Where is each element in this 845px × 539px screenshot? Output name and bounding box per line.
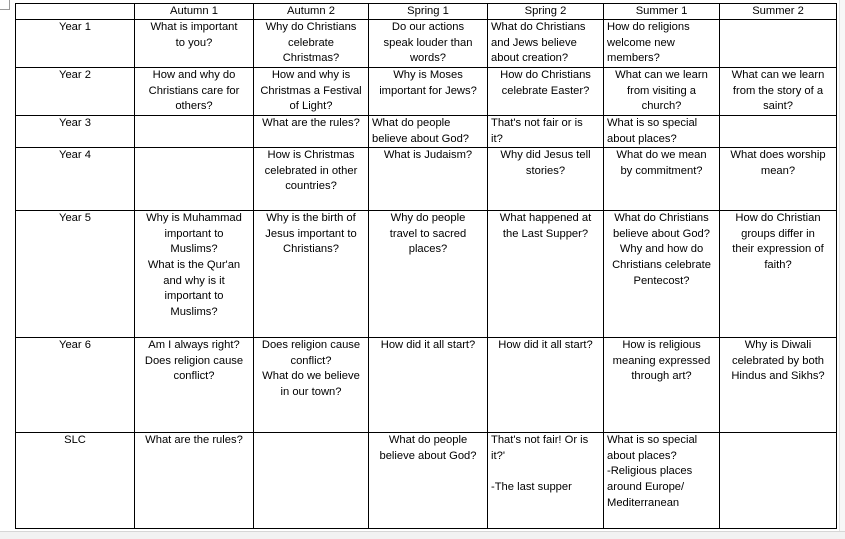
table-cell: That's not fair! Or is it?' -The last supper	[488, 433, 604, 529]
header-autumn-1: Autumn 1	[135, 4, 254, 20]
table-cell: What is important to you?	[135, 20, 254, 68]
header-summer-1: Summer 1	[604, 4, 720, 20]
table-cell: Why is Muhammad important to Muslims? What is the Qur'an and why is it important to Muslims?	[135, 211, 254, 338]
table-cell: What is so special about places? -Religious places around Europe/ Mediterranean	[604, 433, 720, 529]
header-spring-1: Spring 1	[369, 4, 488, 20]
table-cell: How is Christmas celebrated in other countries?	[254, 148, 369, 211]
table-move-handle[interactable]	[0, 0, 10, 10]
table-cell: How and why do Christians care for others?	[135, 68, 254, 116]
table-cell: How did it all start?	[488, 338, 604, 433]
table-row	[16, 20, 837, 68]
header-autumn-2: Autumn 2	[254, 4, 369, 20]
table-cell	[135, 116, 254, 148]
table-cell: What is so special about places?	[604, 116, 720, 148]
table-cell: What do people believe about God?	[369, 116, 488, 148]
table-cell: Why is Moses important for Jews?	[369, 68, 488, 116]
table-cell: How do Christians celebrate Easter?	[488, 68, 604, 116]
table-cell: How and why is Christmas a Festival of Light?	[254, 68, 369, 116]
corner-cell	[16, 4, 135, 20]
row-label: Year 1	[16, 20, 135, 68]
table-cell: What is Judaism?	[369, 148, 488, 211]
table-row	[16, 211, 837, 338]
table-cell: What do we mean by commitment?	[604, 148, 720, 211]
table-cell	[720, 20, 837, 68]
table-cell: What do Christians believe about God? Why and how do Christians celebrate Pentecost?	[604, 211, 720, 338]
horizontal-scrollbar[interactable]	[0, 531, 845, 539]
table-row	[16, 148, 837, 211]
table-cell: How do religions welcome new members?	[604, 20, 720, 68]
table-cell: Why did Jesus tell stories?	[488, 148, 604, 211]
header-spring-2: Spring 2	[488, 4, 604, 20]
table-cell: Why is Diwali celebrated by both Hindus and Sikhs?	[720, 338, 837, 433]
table-cell: How did it all start?	[369, 338, 488, 433]
table-cell: What can we learn from visiting a church?	[604, 68, 720, 116]
header-summer-2: Summer 2	[720, 4, 837, 20]
row-label: Year 6	[16, 338, 135, 433]
table-cell	[720, 433, 837, 529]
table-cell	[135, 148, 254, 211]
table-cell: Am I always right? Does religion cause conflict?	[135, 338, 254, 433]
table-cell: Why do Christians celebrate Christmas?	[254, 20, 369, 68]
table-cell: That's not fair or is it?	[488, 116, 604, 148]
row-label: Year 5	[16, 211, 135, 338]
table-row	[16, 68, 837, 116]
table-cell: What are the rules?	[135, 433, 254, 529]
table-cell: Do our actions speak louder than words?	[369, 20, 488, 68]
table-cell: What do people believe about God?	[369, 433, 488, 529]
table-row	[16, 116, 837, 148]
table-cell: Does religion cause conflict? What do we believe in our town?	[254, 338, 369, 433]
table-cell	[254, 433, 369, 529]
header-row	[16, 4, 837, 20]
table-row	[16, 338, 837, 433]
curriculum-table	[15, 3, 837, 529]
table-cell: How is religious meaning expressed through art?	[604, 338, 720, 433]
row-label: SLC	[16, 433, 135, 529]
table-cell: Why do people travel to sacred places?	[369, 211, 488, 338]
table-row	[16, 433, 837, 529]
vertical-scrollbar[interactable]	[839, 0, 845, 539]
table-cell: What does worship mean?	[720, 148, 837, 211]
row-label: Year 2	[16, 68, 135, 116]
table-cell: How do Christian groups differ in their expression of faith?	[720, 211, 837, 338]
table-cell: Why is the birth of Jesus important to Christians?	[254, 211, 369, 338]
table-cell: What do Christians and Jews believe about creation?	[488, 20, 604, 68]
table-cell: What can we learn from the story of a saint?	[720, 68, 837, 116]
table-cell	[720, 116, 837, 148]
table-cell: What happened at the Last Supper?	[488, 211, 604, 338]
row-label: Year 3	[16, 116, 135, 148]
row-label: Year 4	[16, 148, 135, 211]
table-cell: What are the rules?	[254, 116, 369, 148]
